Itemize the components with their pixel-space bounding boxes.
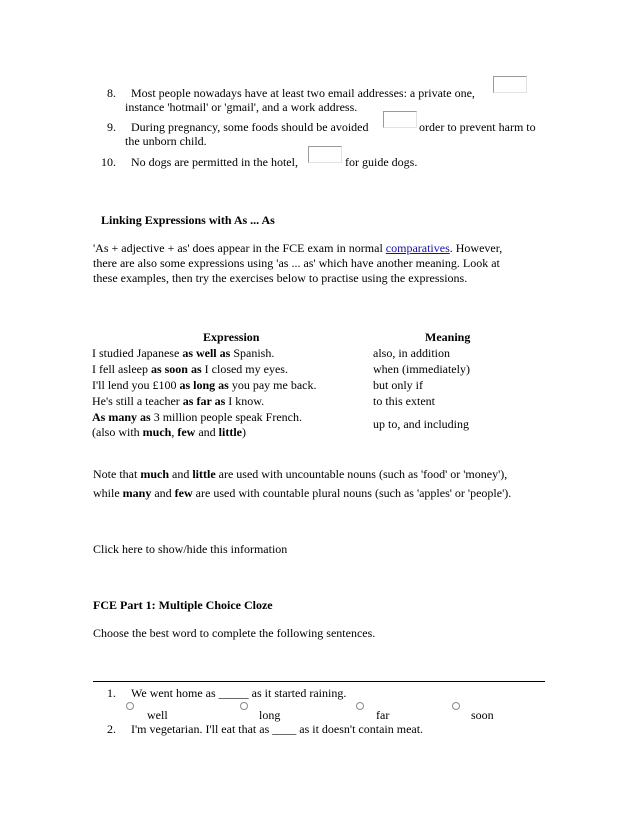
expression-text: I fell asleep bbox=[92, 362, 151, 376]
show-hide-toggle[interactable]: Click here to show/hide this information bbox=[93, 542, 288, 556]
option-label: soon bbox=[471, 708, 494, 722]
item-text-line2: instance 'hotmail' or 'gmail', and a work address. bbox=[125, 100, 358, 114]
meaning-cell: but only if bbox=[373, 378, 423, 392]
expression-text: 3 million people speak French. bbox=[150, 410, 302, 424]
expression-bold: few bbox=[177, 425, 196, 439]
option-radio[interactable] bbox=[240, 702, 248, 710]
item-text-line2: the unborn child. bbox=[125, 134, 207, 148]
question-text: I'm vegetarian. I'll eat that as ____ as it doesn't contain meat. bbox=[131, 722, 424, 736]
note-bold: much bbox=[140, 467, 169, 481]
note-text: and bbox=[169, 467, 193, 481]
note-text: while bbox=[93, 486, 123, 500]
note-line-2 bbox=[93, 486, 511, 500]
comparatives-link[interactable]: comparatives bbox=[385, 241, 450, 255]
item-text: No dogs are permitted in the hotel, bbox=[131, 155, 298, 169]
part-title: FCE Part 1: Multiple Choice Cloze bbox=[93, 598, 273, 612]
item-text-cont: for guide dogs. bbox=[345, 155, 418, 169]
option-label: long bbox=[259, 708, 281, 722]
expression-text: I studied Japanese bbox=[92, 346, 183, 360]
expression-bold: As many as bbox=[92, 410, 151, 424]
expression-text: He's still a teacher bbox=[92, 394, 183, 408]
expression-text: I closed my eyes. bbox=[201, 362, 288, 376]
expression-text: I know. bbox=[225, 394, 265, 408]
section-title: Linking Expressions with As ... As bbox=[101, 213, 275, 227]
header-meaning: Meaning bbox=[425, 330, 471, 344]
note-bold: little bbox=[192, 467, 216, 481]
divider bbox=[93, 681, 545, 682]
expression-text: and bbox=[195, 425, 219, 439]
note-bold: few bbox=[174, 486, 193, 500]
meaning-cell: up to, and including bbox=[373, 417, 469, 431]
answer-blank[interactable] bbox=[308, 146, 342, 163]
expression-bold: as long as bbox=[179, 378, 229, 392]
option-radio[interactable] bbox=[452, 702, 460, 710]
expression-bold: little bbox=[218, 425, 242, 439]
expression-bold: as well as bbox=[182, 346, 231, 360]
table-row-line2 bbox=[92, 425, 246, 439]
answer-blank[interactable] bbox=[383, 111, 417, 128]
expression-bold: as soon as bbox=[150, 362, 202, 376]
intro-line-3: these examples, then try the exercises below to practise using the expressions. bbox=[93, 271, 468, 285]
expression-text: I'll lend you £100 bbox=[92, 378, 180, 392]
intro-text: . However, bbox=[449, 241, 503, 255]
expression-text: (also with bbox=[92, 425, 143, 439]
answer-blank[interactable] bbox=[493, 76, 527, 93]
expression-bold: as far as bbox=[182, 394, 226, 408]
note-bold: many bbox=[122, 486, 152, 500]
meaning-cell: to this extent bbox=[373, 394, 435, 408]
expression-text: Spanish. bbox=[230, 346, 275, 360]
intro-line-1 bbox=[93, 241, 502, 255]
meaning-cell: when (immediately) bbox=[373, 362, 470, 376]
expression-text: , bbox=[171, 425, 178, 439]
note-text: are used with countable plural nouns (such as 'apples' or 'people'). bbox=[192, 486, 512, 500]
note-text: and bbox=[151, 486, 175, 500]
header-expression: Expression bbox=[203, 330, 260, 344]
option-label: well bbox=[147, 708, 168, 722]
item-number: 8. bbox=[107, 86, 116, 100]
note-line-1 bbox=[93, 467, 507, 481]
item-text: During pregnancy, some foods should be avoided bbox=[131, 120, 369, 134]
intro-line-2: there are also some expressions using 'as ... as' which have another meaning. Look at bbox=[93, 256, 500, 270]
item-text: Most people nowadays have at least two email addresses: a private one, bbox=[131, 86, 475, 100]
expression-text: ) bbox=[242, 425, 246, 439]
expression-text: you pay me back. bbox=[228, 378, 317, 392]
intro-text: 'As + adjective + as' does appear in the FCE exam in normal bbox=[93, 241, 386, 255]
note-text: Note that bbox=[93, 467, 141, 481]
item-text-cont: order to prevent harm to bbox=[419, 120, 536, 134]
table-row bbox=[92, 394, 264, 408]
table-row bbox=[92, 410, 302, 424]
table-row bbox=[92, 362, 288, 376]
instructions: Choose the best word to complete the following sentences. bbox=[93, 626, 376, 640]
option-label: far bbox=[376, 708, 390, 722]
table-row bbox=[92, 378, 317, 392]
item-number: 9. bbox=[107, 120, 116, 134]
note-text: are used with uncountable nouns (such as 'food' or 'money'), bbox=[215, 467, 508, 481]
option-radio[interactable] bbox=[356, 702, 364, 710]
question-text: We went home as _____ as it started raining. bbox=[131, 686, 347, 700]
option-radio[interactable] bbox=[126, 702, 134, 710]
question-number: 1. bbox=[107, 686, 116, 700]
expression-bold: much bbox=[142, 425, 172, 439]
item-number: 10. bbox=[101, 155, 116, 169]
table-row bbox=[92, 346, 274, 360]
question-number: 2. bbox=[107, 722, 116, 736]
meaning-cell: also, in addition bbox=[373, 346, 450, 360]
